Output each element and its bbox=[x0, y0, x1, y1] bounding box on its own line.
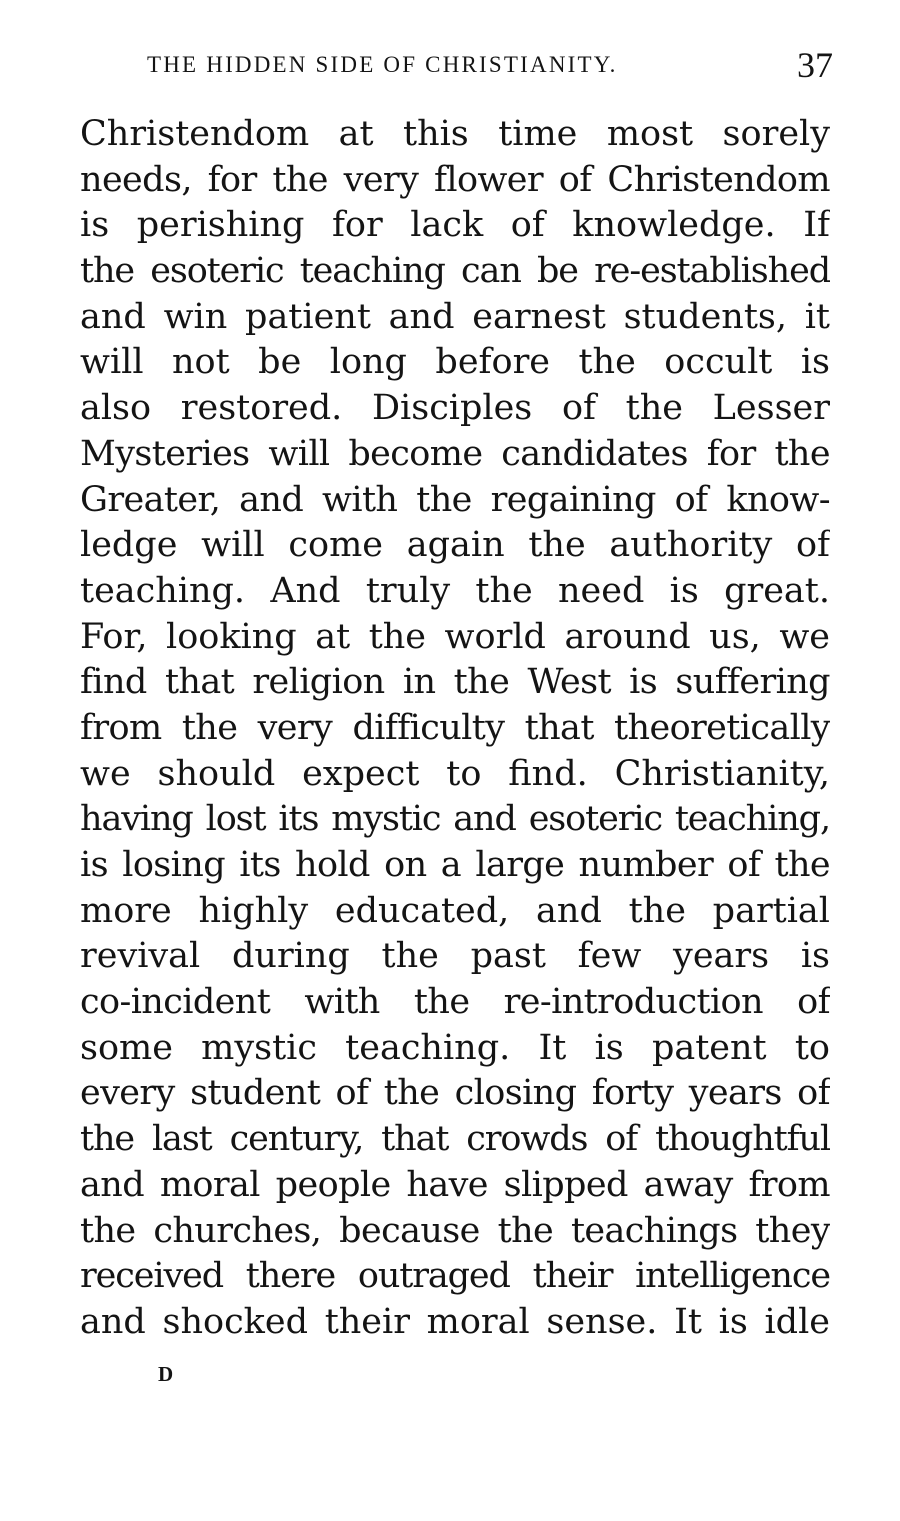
text-line: find that religion in the West is suffering bbox=[80, 662, 830, 703]
text-line: and moral people have slipped away from bbox=[80, 1164, 830, 1205]
text-line: teaching. And truly the need is great. bbox=[80, 570, 830, 611]
text-line: ledge will come again the authority of bbox=[80, 525, 830, 566]
running-title: THE HIDDEN SIDE OF CHRISTIANITY. bbox=[147, 52, 618, 77]
text-line: co-incident with the re-introduction of bbox=[80, 982, 830, 1023]
text-line: the esoteric teaching can be re-established bbox=[80, 251, 830, 292]
text-line: will not be long before the occult is bbox=[80, 342, 830, 383]
signature-mark: D bbox=[158, 1362, 174, 1386]
text-line: received there outraged their intelligence bbox=[80, 1256, 830, 1297]
text-line: For, looking at the world around us, we bbox=[80, 616, 830, 657]
text-line: and win patient and earnest students, it bbox=[80, 296, 830, 337]
text-line: every student of the closing forty years of bbox=[80, 1073, 830, 1114]
text-line: Greater, and with the regaining of know- bbox=[80, 479, 830, 520]
text-line: we should expect to find. Christianity, bbox=[80, 753, 830, 794]
text-line: Mysteries will become candidates for the bbox=[80, 433, 830, 474]
running-head bbox=[147, 44, 833, 84]
text-line: also restored. Disciples of the Lesser bbox=[80, 388, 830, 429]
text-line: from the very difficulty that theoretically bbox=[80, 707, 830, 748]
body-text bbox=[80, 112, 830, 1346]
text-line: revival during the past few years is bbox=[80, 936, 830, 977]
text-line: and shocked their moral sense. It is idle bbox=[80, 1301, 830, 1342]
text-line: the churches, because the teachings they bbox=[80, 1210, 830, 1251]
text-line: some mystic teaching. It is patent to bbox=[80, 1027, 830, 1068]
text-line: is losing its hold on a large number of the bbox=[80, 845, 830, 885]
page-number: 37 bbox=[797, 45, 833, 85]
text-line: the last century, that crowds of thoughtful bbox=[80, 1119, 830, 1160]
text-line: needs, for the very flower of Christendom bbox=[80, 159, 830, 200]
text-line: having lost its mystic and esoteric teaching, bbox=[80, 799, 830, 840]
text-line: Christendom at this time most sorely bbox=[80, 114, 830, 154]
text-line: more highly educated, and the partial bbox=[80, 890, 830, 931]
text-line: is perishing for lack of knowledge. If bbox=[80, 205, 830, 246]
